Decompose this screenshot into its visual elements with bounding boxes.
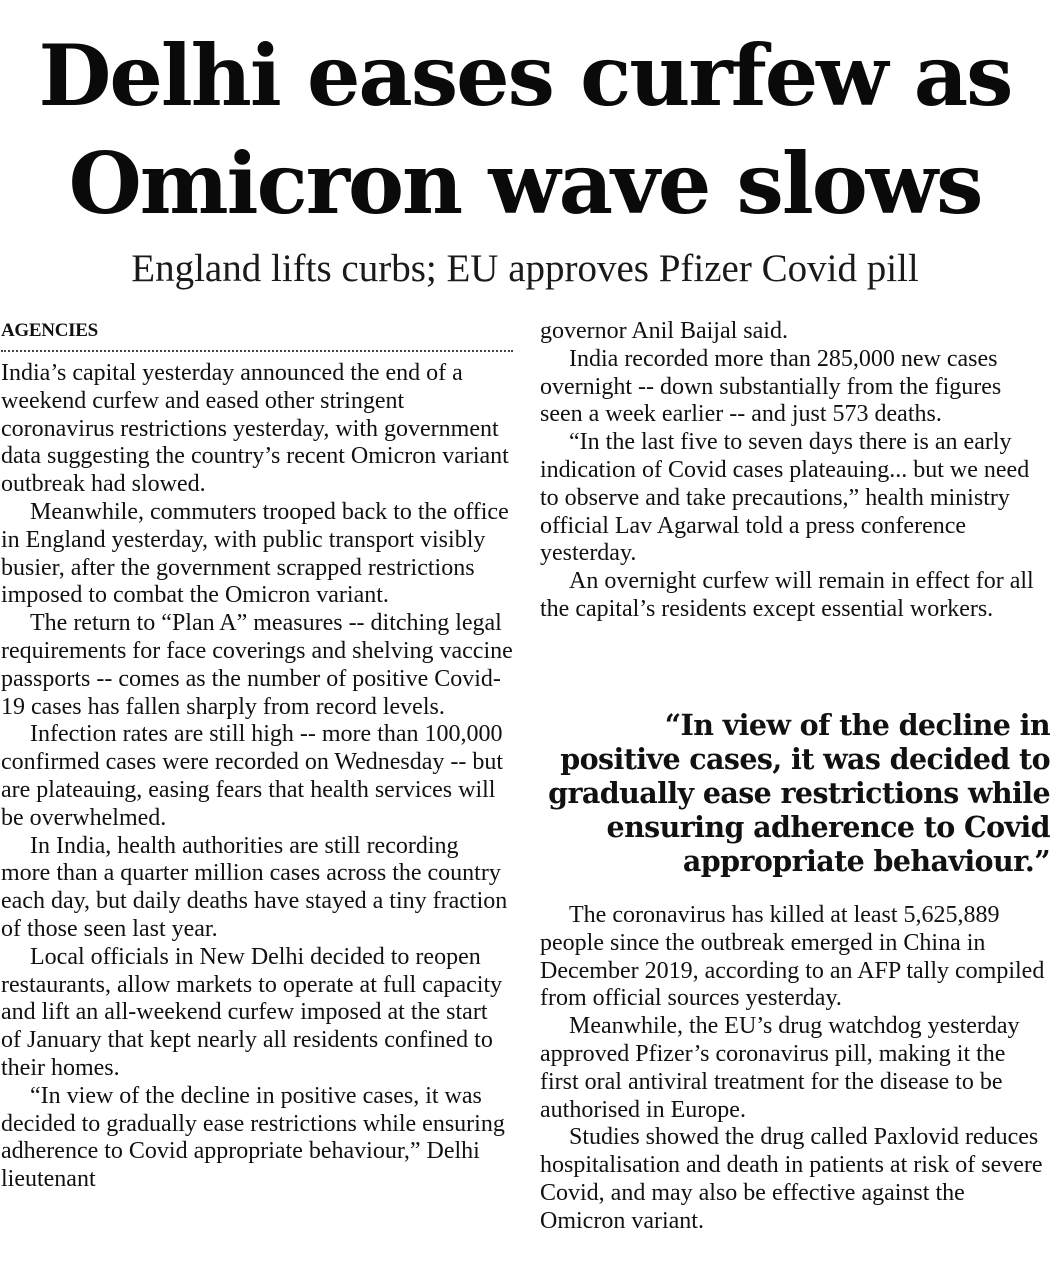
paragraph: governor Anil Baijal said.	[540, 318, 788, 344]
paragraph: Studies showed the drug called Paxlovid reduces hospitalisation and death in patients at risk of severe Covid, and may also be effective against the Omicron variant.	[540, 1124, 1043, 1234]
headline-line-2: Omicron wave slows	[68, 134, 982, 233]
subheadline: England lifts curbs; EU approves Pfizer Covid pill	[131, 247, 919, 290]
byline: AGENCIES	[1, 320, 98, 341]
paragraph: Infection rates are still high -- more than 100,000 confirmed cases were recorded on Wednesday -- but are plateauing, easing fears that health services will be overwhelmed.	[1, 721, 504, 831]
pull-quote: “In view of the decline in positive cases, it was decided to gradually ease restrictions while ensuring adherence to Covid appropriate behaviour.”	[548, 708, 1050, 878]
paragraph: The coronavirus has killed at least 5,625,889 people since the outbreak emerged in China in December 2019, according to an AFP tally compiled from official sources yesterday.	[540, 902, 1045, 1012]
paragraph: “In view of the decline in positive cases, it was decided to gradually ease restrictions while ensuring adherence to Covid appropriate behaviour,” Delhi lieutenant	[1, 1082, 505, 1193]
paragraph: “In the last five to seven days there is an early indication of Covid cases plateauing... but we need to observe and take precautions,” health ministry official Lav Agarwal told a press conference yesterday.	[540, 429, 1030, 567]
right-column-top	[540, 318, 1048, 624]
paragraph: Meanwhile, the EU’s drug watchdog yesterday approved Pfizer’s coronavirus pill, making it the first oral antiviral treatment for the disease to be authorised in Europe.	[540, 1013, 1020, 1123]
paragraph: Meanwhile, commuters trooped back to the office in England yesterday, with public transport visibly busier, after the government scrapped restrictions imposed to combat the Omicron variant.	[1, 498, 509, 609]
headline-line-1: Delhi eases curfew as	[38, 26, 1012, 125]
paragraph: India’s capital yesterday announced the end of a weekend curfew and eased other stringent coronavirus restrictions yesterday, with government data suggesting the country’s recent Omicron variant outbreak had slowed.	[1, 360, 509, 498]
paragraph: Local officials in New Delhi decided to reopen restaurants, allow markets to operate at full capacity and lift an all-weekend curfew imposed at the start of January that kept nearly all residents confined to their homes.	[1, 943, 503, 1081]
right-column-bottom	[540, 902, 1048, 1236]
paragraph: The return to “Plan A” measures -- ditching legal requirements for face coverings and shelving vaccine passports -- comes as the number of positive Covid-19 cases has fallen sharply from record levels.	[1, 610, 513, 720]
headline	[0, 22, 1050, 238]
paragraph: An overnight curfew will remain in effect for all the capital’s residents except essential workers.	[540, 568, 1034, 622]
paragraph: In India, health authorities are still recording more than a quarter million cases across the country each day, but daily deaths have stayed a tiny fraction of those seen last year.	[1, 832, 508, 942]
byline-divider	[1, 350, 513, 352]
paragraph: India recorded more than 285,000 new cases overnight -- down substantially from the figures seen a week earlier -- and just 573 deaths.	[540, 345, 1002, 428]
left-column	[1, 318, 513, 1194]
